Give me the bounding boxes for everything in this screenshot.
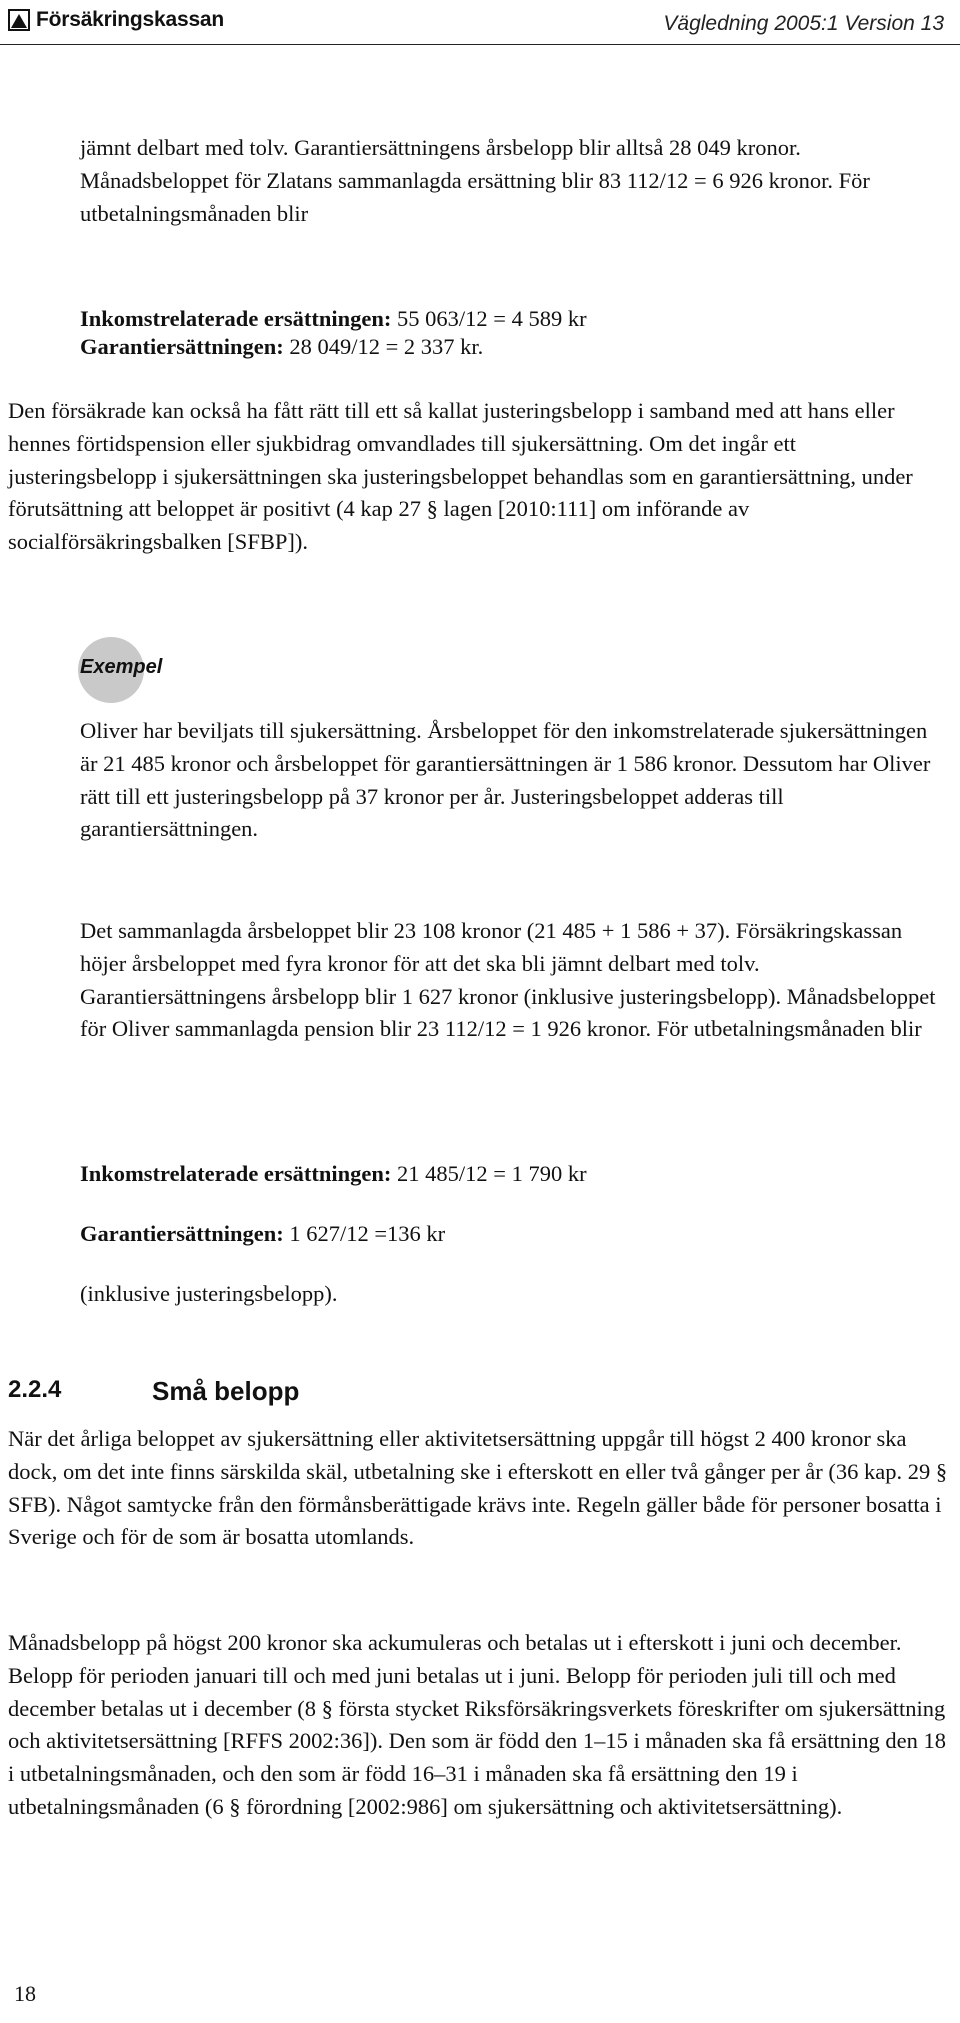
page-header bbox=[0, 0, 960, 48]
oliver-paragraph-2: Det sammanlagda årsbeloppet blir 23 108 kronor (21 485 + 1 586 + 37). Försäkringskassan höjer årsbeloppet med fyra kronor för att det ska bli jämnt delbart med tolv. Garantiersättningens årsbelopp blir 1 627 kronor (inklusive justeringsbelopp). Månadsbeloppet för Oliver sammanlagda pension blir 23 112/12 = 1 926 kronor. För utbetalningsmånaden blir bbox=[80, 918, 936, 1042]
zlatan-income-value: 55 063/12 = 4 589 kr bbox=[391, 306, 587, 331]
oliver-guarantee-value: 1 627/12 =136 kr bbox=[283, 1221, 446, 1246]
oliver-guarantee-label: Garantiersättningen: bbox=[80, 1221, 284, 1246]
brand-logo bbox=[8, 8, 224, 32]
zlatan-guarantee-label: Garantiersättningen: bbox=[80, 334, 284, 359]
oliver-income-label: Inkomstrelaterade ersättningen: bbox=[80, 1161, 392, 1186]
oliver-guarantee-line bbox=[80, 1218, 950, 1251]
section-number: 2.2.4 bbox=[8, 1376, 62, 1403]
brand-name: Försäkringskassan bbox=[36, 8, 225, 31]
intro-paragraph: jämnt delbart med tolv. Garantiersättningens årsbelopp blir alltså 28 049 kronor. Månadsbeloppet för Zlatans sammanlagda ersättning blir 83 112/12 = 6 926 kronor. För utbetalningsmånaden blir bbox=[80, 135, 870, 226]
zlatan-guarantee-line bbox=[80, 331, 950, 364]
small-amounts-paragraph-1: När det årliga beloppet av sjukersättning eller aktivitetsersättning uppgår till högst 2 400 kronor ska dock, om det inte finns särskilda skäl, utbetalning ske i efterskott en eller två gånger per år (36 kap. 29 § SFB). Något samtycke från den förmånsberättigade krävs inte. Regeln gäller både för personer bosatta i Sverige och för de som är bosatta utomlands. bbox=[8, 1426, 948, 1550]
zlatan-income-label: Inkomstrelaterade ersättningen: bbox=[80, 306, 392, 331]
document-version: Vägledning 2005:1 Version 13 bbox=[663, 12, 944, 35]
header-divider bbox=[0, 44, 960, 45]
logo-mark-icon bbox=[8, 9, 30, 31]
section-title: Små belopp bbox=[152, 1376, 300, 1406]
oliver-note: (inklusive justeringsbelopp). bbox=[80, 1281, 338, 1306]
example-marker bbox=[78, 637, 278, 707]
small-amounts-paragraph-2: Månadsbelopp på högst 200 kronor ska ackumuleras och betalas ut i efterskott i juni och december. Belopp för perioden januari till och med juni betalas ut i juni. Belopp för perioden juli till och med december betalas ut i december (8 § första stycket Riksförsäkringsverkets föreskrifter om sjukersättning och aktivitetsersättning [RFFS 2002:36]). Den som är född den 1–15 i månaden ska få ersättning den 18 i utbetalningsmånaden, och den som är född 16–31 i månaden ska få ersättning den 19 i utbetalningsmånaden (6 § förordning [2002:986] om sjukersättning och aktivitetsersättning). bbox=[8, 1630, 946, 1819]
oliver-income-line bbox=[80, 1158, 950, 1191]
zlatan-guarantee-value: 28 049/12 = 2 337 kr. bbox=[283, 334, 484, 359]
adjustment-paragraph: Den försäkrade kan också ha fått rätt till ett så kallat justeringsbelopp i samband med att hans eller hennes förtidspension eller sjukbidrag omvandlades till sjukersättning. Om det ingår ett justeringsbelopp i sjukersättningen ska justeringsbeloppet behandlas som en garantiersättning, under förutsättning att beloppet är positivt (4 kap 27 § lagen [2010:111] om införande av socialförsäkringsbalken [SFBP]). bbox=[8, 398, 913, 555]
oliver-paragraph-1: Oliver har beviljats till sjukersättning. Årsbeloppet för den inkomstrelaterade sjukersättningen är 21 485 kronor och årsbeloppet för garantiersättningen är 1 586 kronor. Dessutom har Oliver rätt till ett justeringsbelopp på 37 kronor per år. Justeringsbeloppet adderas till garantiersättningen. bbox=[80, 718, 931, 842]
example-label: Exempel bbox=[80, 656, 163, 678]
page-number: 18 bbox=[14, 1981, 36, 2006]
oliver-income-value: 21 485/12 = 1 790 kr bbox=[391, 1161, 587, 1186]
